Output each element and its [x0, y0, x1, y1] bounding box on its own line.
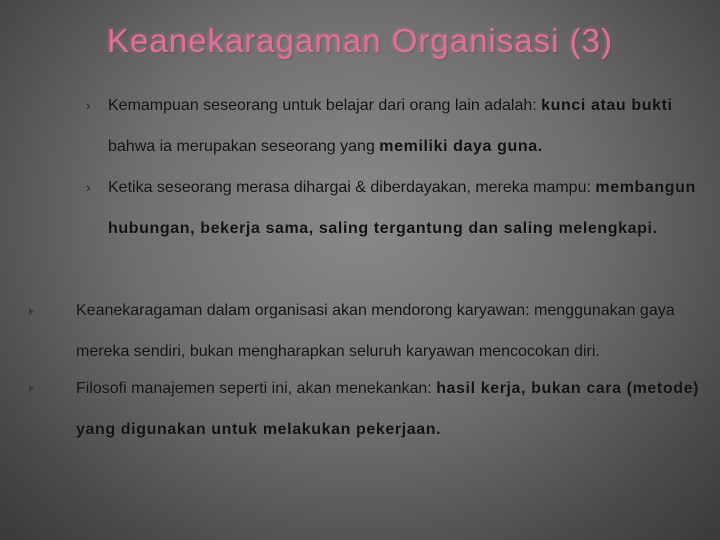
text-run: Keanekaragaman dalam organisasi akan mendorong karyawan: menggunakan gaya mereka sendiri, bukan mengharapkan seluruh karyawan mencocokan diri. [76, 302, 675, 360]
text-run: Ketika seseorang merasa dihargai & diberdayakan, mereka mampu: [108, 179, 596, 196]
chevron-right-icon: › [86, 180, 91, 195]
chevron-right-icon: › [86, 98, 91, 113]
text-run: bahwa ia merupakan seseorang yang [108, 138, 380, 155]
text-run: Filosofi manajemen seperti ini, akan menekankan: [76, 380, 437, 397]
text-run: Kemampuan seseorang untuk belajar dari orang lain adalah: [108, 97, 542, 114]
small-bullet-icon [29, 385, 34, 392]
sub-bullet-text [108, 167, 708, 249]
small-bullet-icon [29, 308, 34, 315]
text-run-bold: kunci atau bukti [541, 97, 673, 114]
sub-bullet-text [108, 85, 708, 167]
text-run-bold: hasil kerja, bukan cara (metode) yang digunakan untuk melakukan pekerjaan. [76, 380, 700, 438]
text-run-bold: memiliki daya guna. [379, 138, 543, 155]
bullet-text [76, 368, 711, 450]
slide-title: Keanekaragaman Organisasi (3) [107, 22, 613, 59]
bullet-text [76, 290, 711, 372]
text-run-bold: membangun hubungan, bekerja sama, saling tergantung dan saling melengkapi. [108, 179, 696, 237]
